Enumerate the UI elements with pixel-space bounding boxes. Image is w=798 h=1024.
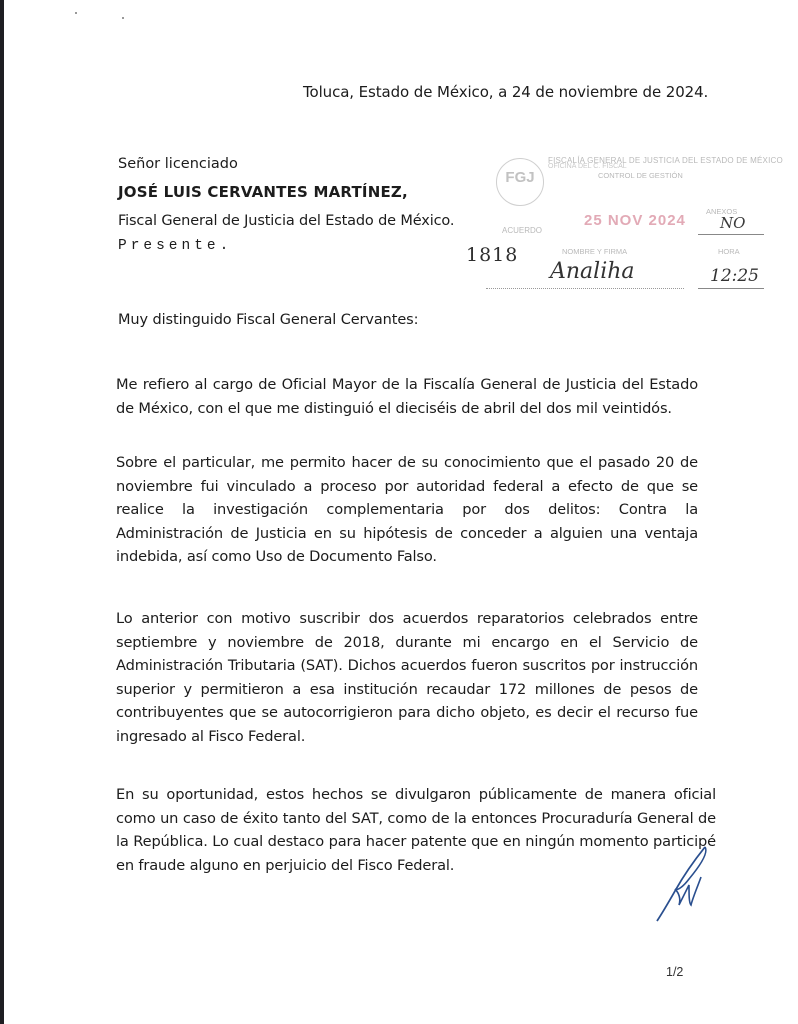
body-paragraph-4: En su oportunidad, estos hechos se divulgaron públicamente de manera oficial como un caso de éxito tanto del SAT, como de la entonces Procuraduría General de la República. Lo cual destaco para hacer patente que en ningún momento participé en fraude alguno en perjuicio del Fisco Federal. [116, 786, 716, 874]
stamp-receiver-signature: Analiha [550, 259, 635, 284]
salutation: Muy distinguido Fiscal General Cervantes: [118, 312, 419, 328]
reception-stamp [466, 150, 798, 300]
stamp-header-line3: CONTROL DE GESTIÓN [598, 171, 683, 180]
addressee-title: Señor licenciado [118, 156, 238, 172]
stamp-logo-text: FGJ [505, 169, 535, 186]
scan-speck [122, 17, 124, 19]
stamp-nombre-label: NOMBRE Y FIRMA [562, 247, 628, 256]
stamp-folio-number: 1818 [466, 244, 519, 266]
body-paragraph-2: Sobre el particular, me permito hacer de su conocimiento que el pasado 20 de noviembre fui vinculado a proceso por autoridad federal a efecto de que se realice la investigación complementaria por dos delitos: Contra la Administración de Justicia en su hipótesis de conceder a alguien una ventaja indebida, así como Uso de Documento Falso. [116, 454, 698, 565]
addressee-presente: Presente. [118, 238, 233, 254]
initials-signature-icon [645, 843, 715, 923]
stamp-hora-label: HORA [718, 247, 740, 256]
fgj-logo-icon [496, 158, 544, 206]
body-paragraph-1: Me refiero al cargo de Oficial Mayor de la Fiscalía General de Justicia del Estado de México, con el que me distinguió el dieciséis de abril del dos mil veintidós. [116, 376, 698, 417]
addressee-name: JOSÉ LUIS CERVANTES MARTÍNEZ, [118, 183, 408, 201]
page-number: 1/2 [666, 965, 684, 979]
stamp-hora-line [698, 288, 764, 289]
stamp-hora-value: 12:25 [710, 266, 759, 286]
body-paragraph-3: Lo anterior con motivo suscribir dos acuerdos reparatorios celebrados entre septiembre y noviembre de 2018, durante mi encargo en el Servicio de Administración Tributaria (SAT). Dichos acuerdos fueron suscritos por instrucción superior y permitieron a esa institución recaudar 172 millones de pesos de contribuyentes que se autocorrigieron para dicho objeto, es decir el recurso fue ingresado al Fisco Federal. [116, 610, 698, 745]
scan-speck [75, 12, 77, 14]
stamp-acuerdo-label: ACUERDO [502, 226, 543, 235]
stamp-anexos-label: ANEXOS [706, 207, 738, 216]
stamp-anexos-value: NO [720, 214, 746, 232]
stamp-header-line2: OFICINA DEL C. FISCAL [548, 163, 627, 170]
stamp-signature-line [486, 288, 684, 289]
scan-left-edge [0, 0, 4, 1024]
stamp-divider [698, 234, 764, 235]
stamp-received-date: 25 NOV 2024 [584, 212, 686, 229]
addressee-position: Fiscal General de Justicia del Estado de México. [118, 213, 455, 229]
dateline: Toluca, Estado de México, a 24 de noviembre de 2024. [303, 83, 709, 101]
stamp-header-line1: FISCALÍA GENERAL DE JUSTICIA DEL ESTADO DE MÉXICO [548, 156, 783, 165]
